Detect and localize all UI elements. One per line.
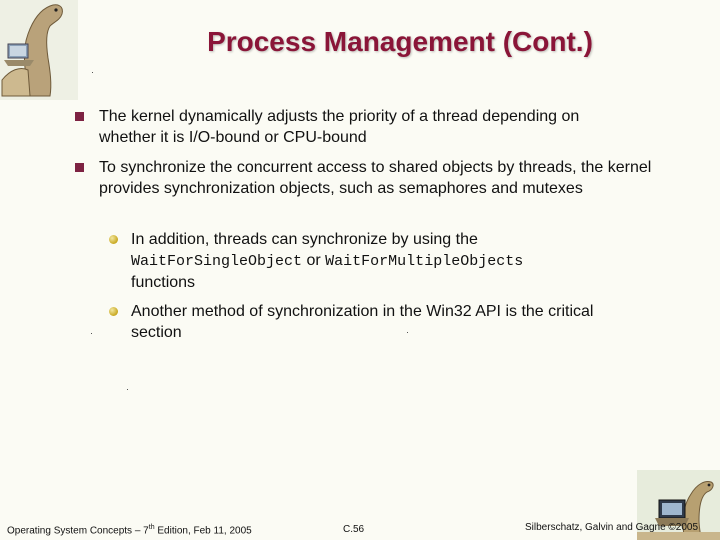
or-word: or (306, 252, 321, 269)
subbullet-text-end: functions (131, 274, 196, 291)
dinosaur-icon (0, 0, 78, 100)
footer-page-number: C.56 (343, 524, 365, 535)
round-bullet-icon (109, 307, 118, 316)
subbullet-text: In addition, threads can synchronize by using the (131, 231, 478, 248)
speck (92, 72, 93, 73)
code-waitformultipleobjects: WaitForMultipleObjects (325, 253, 524, 270)
bullet-item: The kernel dynamically adjusts the priority of a thread depending on whether it is I/O-bound or CPU-bound (99, 108, 580, 146)
subbullet-item (131, 229, 651, 293)
code-waitforsingleobject: WaitForSingleObject (131, 253, 303, 270)
speck (91, 333, 92, 334)
subbullet-item: Another method of synchronization in the Win32 API is the critical section (131, 303, 594, 341)
square-bullet-icon (75, 163, 84, 172)
bullet-item: To synchronize the concurrent access to shared objects by threads, the kernel provides synchronization objects, such as semaphores and mutexes (99, 159, 652, 197)
footer-course: Operating System Concepts – 7th Edition, Feb 11, 2005 (7, 524, 252, 537)
speck (407, 332, 408, 333)
speck (127, 389, 128, 390)
round-bullet-icon (109, 235, 118, 244)
square-bullet-icon (75, 112, 84, 121)
slide-title: Process Management (Cont.) (207, 26, 593, 57)
footer-copyright: Silberschatz, Galvin and Gagne ©2005 (525, 522, 699, 533)
